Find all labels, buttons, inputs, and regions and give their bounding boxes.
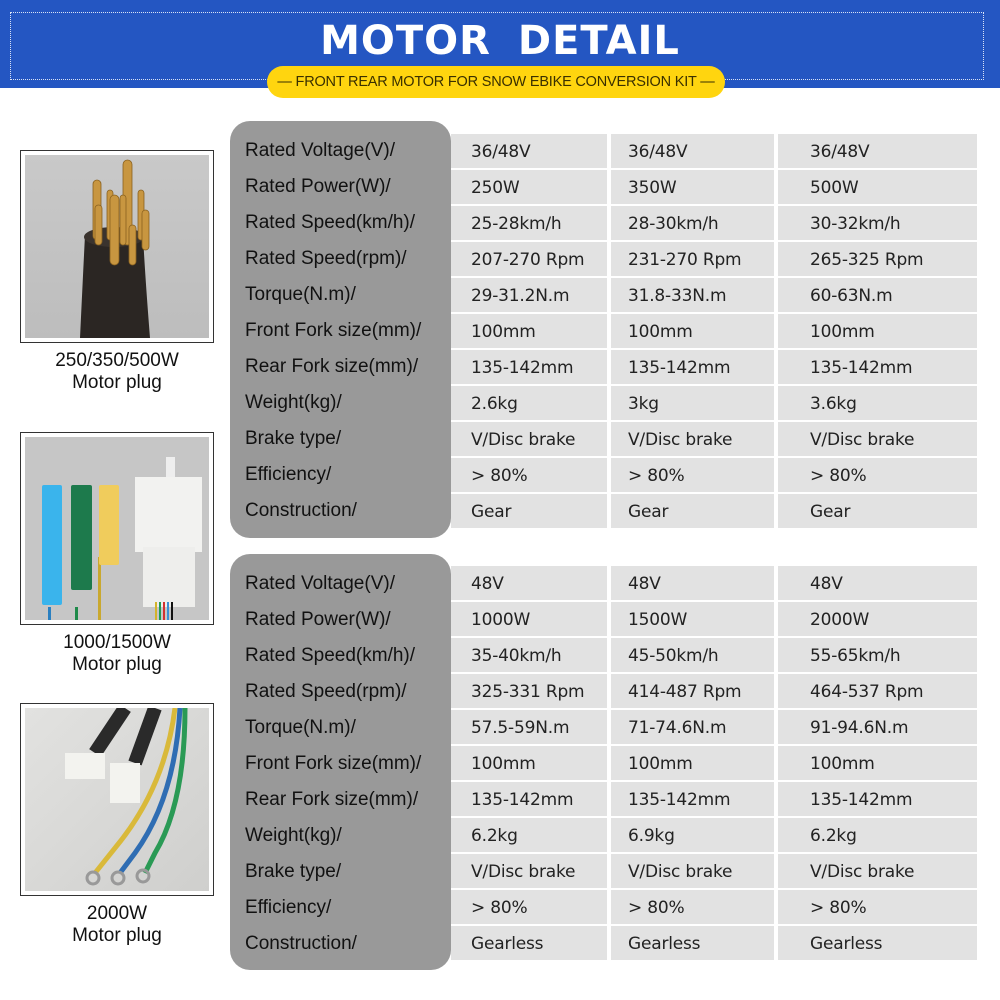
cell: 207-270 Rpm [451,242,607,276]
table-row [451,638,977,674]
cell: V/Disc brake [778,422,977,456]
label-panel [230,121,451,538]
plug-caption: 2000W Motor plug [72,903,162,946]
cell: 3.6kg [778,386,977,420]
cell: 100mm [611,314,774,348]
table-row [451,278,977,314]
cell: 231-270 Rpm [611,242,774,276]
label-construction: Construction/ [245,500,357,521]
table-row [451,890,977,926]
plug-caption: 1000/1500W Motor plug [63,632,171,675]
table-row [451,854,977,890]
label-rated-power: Rated Power(W)/ [245,176,391,197]
label-torque: Torque(N.m)/ [245,717,356,738]
cell: 135-142mm [778,350,977,384]
cell: V/Disc brake [611,422,774,456]
cell: 100mm [778,314,977,348]
table-row [451,134,977,170]
cell: Gear [451,494,607,528]
cell: V/Disc brake [778,854,977,888]
label-brake-type: Brake type/ [245,861,342,882]
cell: 25-28km/h [451,206,607,240]
cell: Gearless [778,926,977,960]
cell: 28-30km/h [611,206,774,240]
cell: 325-331 Rpm [451,674,607,708]
label-weight: Weight(kg)/ [245,825,342,846]
label-brake-type: Brake type/ [245,428,342,449]
label-rated-speed-rpm: Rated Speed(rpm)/ [245,248,407,269]
cell: 100mm [451,746,607,780]
cell: 55-65km/h [778,638,977,672]
table-row [451,566,977,602]
label-weight: Weight(kg)/ [245,392,342,413]
cell: 30-32km/h [778,206,977,240]
cell: 35-40km/h [451,638,607,672]
cell: 250W [451,170,607,204]
cell: 135-142mm [451,782,607,816]
cell: 464-537 Rpm [778,674,977,708]
label-rated-power: Rated Power(W)/ [245,609,391,630]
cell: 265-325 Rpm [778,242,977,276]
table-row [451,602,977,638]
label-panel [230,554,451,970]
cell: > 80% [611,890,774,924]
table-row [451,170,977,206]
cell: 45-50km/h [611,638,774,672]
table-row [451,710,977,746]
cell: 48V [778,566,977,600]
table-row [451,242,977,278]
cell: 31.8-33N.m [611,278,774,312]
cell: 6.9kg [611,818,774,852]
cell: 2000W [778,602,977,636]
label-rated-voltage: Rated Voltage(V)/ [245,573,395,594]
label-rated-speed-rpm: Rated Speed(rpm)/ [245,681,407,702]
subtitle-pill: — FRONT REAR MOTOR FOR SNOW EBIKE CONVERSION KIT — [267,66,725,98]
table-row [451,422,977,458]
plug-250-350-500w [20,150,214,394]
cell: 1000W [451,602,607,636]
cell: 100mm [451,314,607,348]
cell: 36/48V [778,134,977,168]
values-grid [451,134,977,530]
wire-harness-image [25,708,209,891]
cell: > 80% [778,890,977,924]
cell: V/Disc brake [451,854,607,888]
label-torque: Torque(N.m)/ [245,284,356,305]
plug-photo [20,150,214,343]
cell: 6.2kg [778,818,977,852]
table-row [451,782,977,818]
cell: V/Disc brake [451,422,607,456]
table-row [451,350,977,386]
label-efficiency: Efficiency/ [245,464,332,485]
label-front-fork: Front Fork size(mm)/ [245,320,422,341]
cell: 350W [611,170,774,204]
label-construction: Construction/ [245,933,357,954]
cell: 29-31.2N.m [451,278,607,312]
cell: 57.5-59N.m [451,710,607,744]
table-row [451,314,977,350]
cell: 6.2kg [451,818,607,852]
cell: 135-142mm [778,782,977,816]
label-rear-fork: Rear Fork size(mm)/ [245,789,419,810]
label-rear-fork: Rear Fork size(mm)/ [245,356,419,377]
plug-1000-1500w [20,432,214,676]
cell: > 80% [611,458,774,492]
cell: V/Disc brake [611,854,774,888]
cell: 135-142mm [451,350,607,384]
table-row [451,746,977,782]
cell: 1500W [611,602,774,636]
cell: 414-487 Rpm [611,674,774,708]
page-title: MOTOR DETAIL [320,18,680,64]
label-rated-speed-kmh: Rated Speed(km/h)/ [245,212,416,233]
cell: Gear [778,494,977,528]
table-row [451,926,977,962]
cell: 91-94.6N.m [778,710,977,744]
cell: > 80% [451,890,607,924]
cell: 100mm [611,746,774,780]
cell: 135-142mm [611,782,774,816]
cell: > 80% [451,458,607,492]
cell: Gearless [451,926,607,960]
cell: 135-142mm [611,350,774,384]
label-efficiency: Efficiency/ [245,897,332,918]
cell: 36/48V [611,134,774,168]
cell: 48V [611,566,774,600]
cell: > 80% [778,458,977,492]
label-rated-speed-kmh: Rated Speed(km/h)/ [245,645,416,666]
cell: 500W [778,170,977,204]
values-grid [451,566,977,962]
cell: 36/48V [451,134,607,168]
table-row [451,674,977,710]
plug-photo [20,432,214,625]
cell: 2.6kg [451,386,607,420]
table-row [451,206,977,242]
cell: 3kg [611,386,774,420]
cell: Gearless [611,926,774,960]
cell: 48V [451,566,607,600]
cell: 71-74.6N.m [611,710,774,744]
label-front-fork: Front Fork size(mm)/ [245,753,422,774]
plug-2000w [20,703,214,947]
label-rated-voltage: Rated Voltage(V)/ [245,140,395,161]
table-row [451,818,977,854]
table-row [451,386,977,422]
table-row [451,458,977,494]
table-row [451,494,977,530]
color-connectors-image [25,437,209,620]
pin-connector-image [25,155,209,338]
plug-caption: 250/350/500W Motor plug [55,350,179,393]
plug-photo [20,703,214,896]
cell: 100mm [778,746,977,780]
cell: Gear [611,494,774,528]
cell: 60-63N.m [778,278,977,312]
